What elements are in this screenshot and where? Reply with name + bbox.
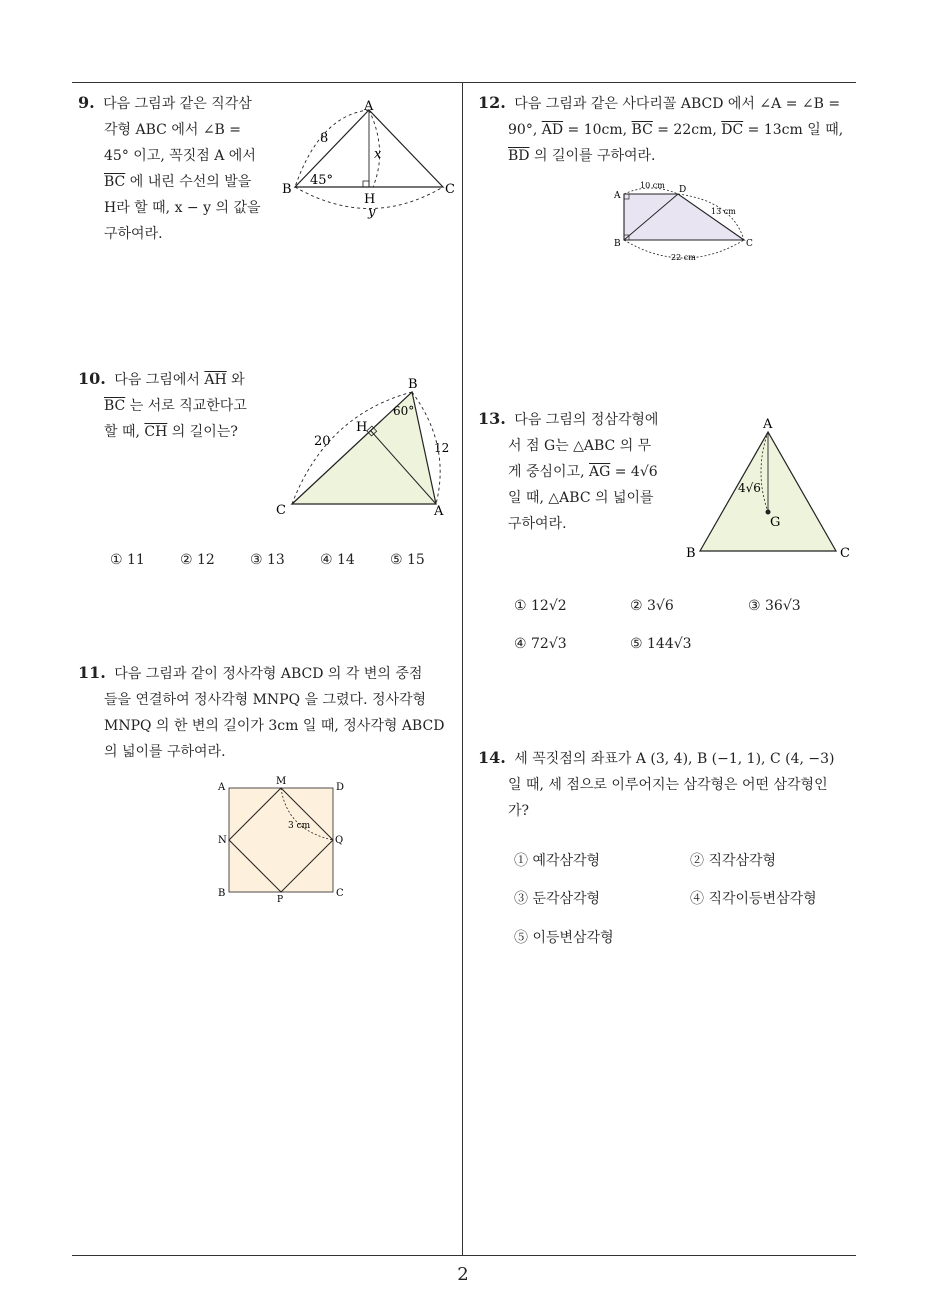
q14-choice-3[interactable]: ③ 둔각삼각형 (514, 891, 601, 907)
svg-text:y: y (368, 205, 376, 220)
q11-square-figure (215, 778, 350, 903)
svg-text:D: D (679, 185, 687, 195)
svg-text:B: B (686, 546, 696, 561)
question-12: 12. 다음 그림과 같은 사다리꼴 ABCD 에서 ∠A = ∠B = 90°, $\overline{AD} = 10cm$, $\overline{BC} = 22cm$, $\overline{DC} = 13cm$ 일 때, $\overline{BD}$ 의 길이를 구하여라. (478, 93, 844, 164)
q9-triangle-figure (280, 95, 460, 225)
svg-text:C: C (276, 503, 286, 518)
question-13: 13. 다음 그림의 정삼각형에 서 점 G는 △ABC 의 무 게 중심이고, $\overline{AG} = 4√6$ 일 때, △ABC 의 넓이를 구하여라. (478, 409, 659, 532)
q10-choice-5[interactable]: ⑤ 15 (390, 552, 425, 568)
question-9: 9. 다음 그림과 같은 직각삼 각형 ABC 에서 ∠B = 45° 이고, 꼭짓점 A 에서 $\overline{BC}$ 에 내린 수선의 발을 H라 할 때, x − y 의 값을 구하여라. (78, 93, 261, 242)
svg-text:Q: Q (335, 835, 344, 846)
q14-choice-4[interactable]: ④ 직각이등변삼각형 (690, 891, 817, 907)
svg-text:N: N (218, 835, 227, 846)
q13-choice-2[interactable]: ② 3√6 (630, 598, 674, 614)
svg-text:P: P (277, 895, 284, 905)
svg-text:A: A (614, 191, 621, 201)
q13-choice-5[interactable]: ⑤ 144√3 (630, 636, 692, 652)
q10-choice-4[interactable]: ④ 14 (320, 552, 355, 568)
q13-choice-3[interactable]: ③ 36√3 (748, 598, 801, 614)
svg-text:C: C (746, 239, 753, 249)
q12-trapezoid-figure (612, 176, 762, 266)
q14-choice-1[interactable]: ① 예각삼각형 (514, 853, 601, 869)
svg-text:4√6: 4√6 (738, 481, 761, 495)
svg-text:H: H (356, 420, 368, 435)
question-number: 14. (478, 748, 506, 767)
question-number: 10. (78, 369, 106, 388)
svg-text:B: B (282, 182, 292, 197)
svg-text:45°: 45° (310, 173, 334, 188)
question-number: 13. (478, 409, 506, 428)
question-number: 11. (78, 663, 106, 682)
q13-triangle-figure (684, 414, 859, 564)
svg-text:H: H (364, 192, 376, 207)
svg-text:M: M (276, 776, 287, 787)
svg-text:A: A (218, 782, 226, 793)
svg-text:x: x (374, 147, 382, 162)
question-14: 14. 세 꼭짓점의 좌표가 A (3, 4), B (−1, 1), C (4, −3) 일 때, 세 점으로 이루어지는 삼각형은 어떤 삼각형인 가? (478, 748, 835, 819)
svg-text:22 cm: 22 cm (671, 253, 696, 262)
question-number: 9. (78, 93, 95, 112)
svg-text:C: C (840, 546, 850, 561)
svg-text:8: 8 (320, 131, 329, 146)
question-10: 10. 다음 그림에서 $\overline{AH}$ 와 $\overline{BC}$ 는 서로 직교한다고 할 때, $\overline{CH}$ 의 길이는? (78, 369, 247, 440)
q14-choice-2[interactable]: ② 직각삼각형 (690, 853, 777, 869)
svg-text:B: B (614, 239, 621, 249)
question-number: 12. (478, 93, 506, 112)
svg-text:A: A (364, 99, 374, 114)
svg-text:C: C (445, 182, 455, 197)
svg-text:10 cm: 10 cm (640, 181, 665, 190)
svg-text:C: C (336, 888, 344, 899)
svg-text:A: A (434, 504, 444, 519)
svg-text:D: D (336, 782, 345, 793)
bottom-rule (72, 1255, 856, 1256)
svg-text:13 cm: 13 cm (711, 207, 736, 216)
q10-choice-3[interactable]: ③ 13 (250, 552, 285, 568)
svg-text:20: 20 (314, 434, 331, 449)
q13-choice-1[interactable]: ① 12√2 (514, 598, 567, 614)
column-divider (462, 83, 463, 1256)
svg-text:G: G (770, 515, 781, 530)
svg-text:3 cm: 3 cm (288, 821, 311, 831)
question-11: 11. 다음 그림과 같이 정사각형 ABCD 의 각 변의 중점 들을 연결하여 정사각형 MNPQ 을 그렸다. 정사각형 MNPQ 의 한 변의 길이가 3cm 일 때, 정사각형 ABCD 의 넓이를 구하여라. (78, 663, 445, 760)
q14-choice-5[interactable]: ⑤ 이등변삼각형 (514, 930, 614, 946)
svg-text:60°: 60° (393, 404, 415, 418)
svg-text:12: 12 (434, 441, 450, 455)
svg-text:B: B (218, 888, 226, 899)
q10-choice-1[interactable]: ① 11 (110, 552, 145, 568)
svg-text:B: B (408, 377, 418, 392)
q13-choice-4[interactable]: ④ 72√3 (514, 636, 567, 652)
page-number: 2 (457, 1264, 469, 1285)
q10-choice-2[interactable]: ② 12 (180, 552, 215, 568)
top-rule (72, 82, 856, 83)
svg-text:A: A (763, 417, 773, 432)
q10-triangle-figure (276, 375, 456, 520)
